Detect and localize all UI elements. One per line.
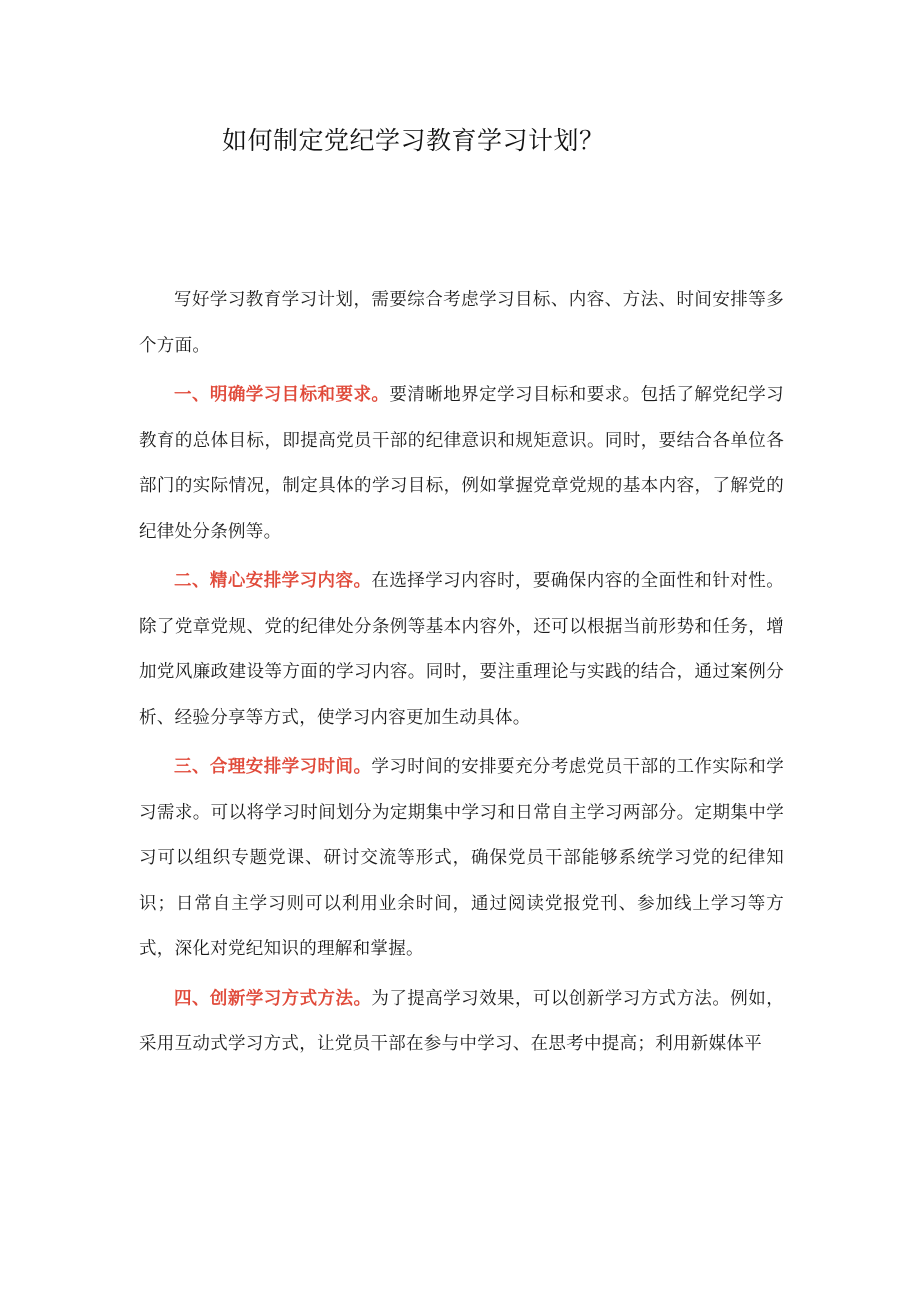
section-heading-1: 一、明确学习目标和要求。 xyxy=(174,385,390,405)
section-heading-3: 三、合理安排学习时间。 xyxy=(174,757,372,777)
section-heading-2: 二、精心安排学习内容。 xyxy=(174,571,372,591)
section-paragraph-3 xyxy=(139,745,784,973)
section-text-2: 在选择学习内容时，要确保内容的全面性和针对性。除了党章党规、党的纪律处分条例等基本内容外，还可以根据当前形势和任务，增加党风廉政建设等方面的学习内容。同时，要注重理论与实践的结合，通过案例分析、经验分享等方式，使学习内容更加生动具体。 xyxy=(139,571,784,728)
document-body xyxy=(139,278,784,1072)
document-title: 如何制定党纪学习教育学习计划？ xyxy=(222,126,605,155)
section-text-4: 为了提高学习效果，可以创新学习方式方法。例如，采用互动式学习方式，让党员干部在参与中学习、在思考中提高；利用新媒体平 xyxy=(139,988,784,1054)
section-text-1: 要清晰地界定学习目标和要求。包括了解党纪学习教育的总体目标，即提高党员干部的纪律意识和规矩意识。同时，要结合各单位各部门的实际情况，制定具体的学习目标，例如掌握党章党规的基本内容，了解党的纪律处分条例等。 xyxy=(139,385,784,542)
section-text-3: 学习时间的安排要充分考虑党员干部的工作实际和学习需求。可以将学习时间划分为定期集中学习和日常自主学习两部分。定期集中学习可以组织专题党课、研讨交流等形式，确保党员干部能够系统学习党的纪律知识；日常自主学习则可以利用业余时间，通过阅读党报党刊、参加线上学习等方式，深化对党纪知识的理解和掌握。 xyxy=(139,757,784,959)
section-paragraph-2 xyxy=(139,559,784,741)
section-paragraph-4 xyxy=(139,977,784,1068)
section-paragraph-1 xyxy=(139,373,784,555)
intro-paragraph: 写好学习教育学习计划，需要综合考虑学习目标、内容、方法、时间安排等多个方面。 xyxy=(139,290,784,356)
section-heading-4: 四、创新学习方式方法。 xyxy=(174,988,372,1009)
